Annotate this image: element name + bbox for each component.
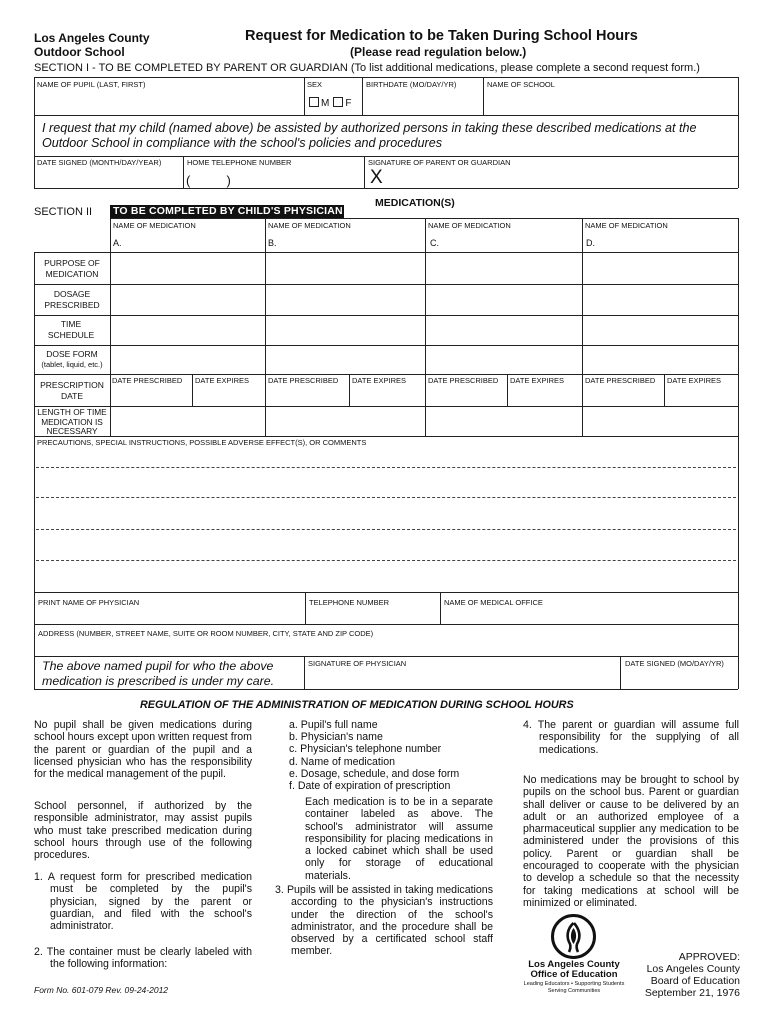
regulation-item4: 4. The parent or guardian will assume full responsibility for the supplying of all medications. xyxy=(523,719,739,756)
med-a-name-label: NAME OF MEDICATION xyxy=(113,221,196,230)
pupil-name-field[interactable] xyxy=(36,90,302,113)
med-b-date-expires: DATE EXPIRES xyxy=(352,376,407,385)
med-b-date-prescribed: DATE PRESCRIBED xyxy=(268,376,339,385)
sex-m-checkbox[interactable] xyxy=(309,97,319,107)
logo-tagline2: Serving Communities xyxy=(547,988,601,994)
logo-text-line1: Los Angeles County xyxy=(528,959,620,970)
regulation-item2: 2. The container must be clearly labeled with the following information: xyxy=(34,946,252,971)
section1-heading: SECTION I - TO BE COMPLETED BY PARENT OR GUARDIAN (To list additional medications, please complete a second request form.) xyxy=(34,62,700,74)
sex-m-label: M xyxy=(321,98,330,109)
regulation-item1: 1. A request form for prescribed medication must be completed by the pupil's physician, signed by the parent or guardian, and filed with the school's administrator. xyxy=(34,871,252,933)
parent-request-statement: I request that my child (named above) be assisted by authorized persons in taking these described medications at the Outdoor School in compliance with the school's policies and procedures xyxy=(42,121,697,150)
medical-office-label: NAME OF MEDICAL OFFICE xyxy=(444,598,543,607)
birthdate-field[interactable] xyxy=(364,90,481,113)
med-d-letter: D. xyxy=(586,238,595,248)
org-name-line2: Outdoor School xyxy=(34,45,125,59)
med-d-date-expires: DATE EXPIRES xyxy=(667,376,722,385)
list-item: d. Name of medication xyxy=(289,755,395,768)
parent-signature-label: SIGNATURE OF PARENT OR GUARDIAN xyxy=(368,158,511,167)
sex-label: SEX xyxy=(307,80,323,89)
list-item: c. Physician's telephone number xyxy=(289,743,442,756)
medications-heading: MEDICATION(S) xyxy=(375,197,455,209)
med-a-date-prescribed: DATE PRESCRIBED xyxy=(112,376,183,385)
list-item: b. Physician's name xyxy=(289,731,383,744)
regulation-heading: REGULATION OF THE ADMINISTRATION OF MEDICATION DURING SCHOOL HOURS xyxy=(140,699,574,711)
regulation-col2-p1: Each medication is to be in a separate container labeled as above. The school's administrator will assume responsibility for placing medications in a locked cabinet which shall be used only for storage of educational materials. xyxy=(305,796,493,882)
prescription-date-row-label: PRESCRIPTION DATE xyxy=(40,380,104,401)
physician-banner: TO BE COMPLETED BY CHILD'S PHYSICIAN xyxy=(110,205,344,218)
approved-by-line2: Board of Education xyxy=(650,975,740,987)
approved-by-line1: Los Angeles County xyxy=(646,963,740,975)
med-c-date-prescribed: DATE PRESCRIBED xyxy=(428,376,499,385)
pupil-name-label: NAME OF PUPIL (LAST, FIRST) xyxy=(37,80,146,89)
date-signed-label: DATE SIGNED (MONTH/DAY/YEAR) xyxy=(37,158,162,167)
sex-f-label: F xyxy=(345,98,352,109)
form-title: Request for Medication to be Taken During School Hours xyxy=(245,28,638,44)
parent-signature-field[interactable]: X xyxy=(370,167,383,188)
org-name-line1: Los Angeles County xyxy=(34,31,150,45)
regulation-item3: 3. Pupils will be assisted in taking medications according to the physician's instructions under the direction of the school's administrator, and the procedure shall be observed by a certificated school staff member. xyxy=(275,884,493,958)
school-name-field[interactable] xyxy=(485,90,736,113)
list-item: e. Dosage, schedule, and dose form xyxy=(289,767,460,780)
regulation-col1-p1: No pupil shall be given medications during school hours except upon written request from the parent or guardian of the pupil and a licensed physician who has the responsibility for the medical management of the pupil. xyxy=(34,719,252,781)
med-c-name-label: NAME OF MEDICATION xyxy=(428,221,511,230)
date-signed-field[interactable] xyxy=(36,168,181,186)
logo-text-line2: Office of Education xyxy=(530,969,618,980)
school-name-label: NAME OF SCHOOL xyxy=(487,80,555,89)
physician-phone-label: TELEPHONE NUMBER xyxy=(309,598,390,607)
lacoe-logo-icon xyxy=(551,914,596,959)
dose-form-row-label: DOSE FORM xyxy=(46,349,98,359)
med-a-letter: A. xyxy=(113,238,122,248)
precautions-field[interactable] xyxy=(36,448,736,590)
dosage-row-label: DOSAGE PRESCRIBED xyxy=(44,289,100,310)
address-label: ADDRESS (NUMBER, STREET NAME, SUITE OR ROOM NUMBER, CITY, STATE AND ZIP CODE) xyxy=(38,629,374,638)
sex-f-checkbox[interactable] xyxy=(333,97,343,107)
list-item: f. Date of expiration of prescription xyxy=(289,780,451,793)
form-number: Form No. 601-079 Rev. 09-24-2012 xyxy=(34,985,169,995)
home-phone-label: HOME TELEPHONE NUMBER xyxy=(187,158,292,167)
med-d-name-label: NAME OF MEDICATION xyxy=(585,221,668,230)
purpose-row-label: PURPOSE OF MEDICATION xyxy=(44,258,100,279)
med-b-letter: B. xyxy=(268,238,277,248)
physician-date-signed-label: DATE SIGNED (MO/DAY/YR) xyxy=(625,659,724,668)
med-c-date-expires: DATE EXPIRES xyxy=(510,376,565,385)
physician-signature-label: SIGNATURE OF PHYSICIAN xyxy=(308,659,407,668)
regulation-col3-p1: No medications may be brought to school by pupils on the school bus. Parent or guardian shall deliver or cause to be delivered by an adult or an authorized employee of a pharmaceutical supplier any medication to be administered under the provisions of this policy. Parent or guardian shall be encouraged to cooperate with the physician to develop a schedule so that the necessity for taking medications at school will be minimized or eliminated. xyxy=(523,774,739,909)
sex-options xyxy=(309,97,351,109)
approved-label: APPROVED: xyxy=(678,951,740,963)
form-subtitle: (Please read regulation below.) xyxy=(350,45,527,59)
list-item: a. Pupil's full name xyxy=(289,719,378,731)
time-row-label: TIME SCHEDULE xyxy=(47,319,95,340)
label-info-list xyxy=(289,719,509,792)
birthdate-label: BIRTHDATE (MO/DAY/YR) xyxy=(366,80,457,89)
length-row-label: LENGTH OF TIME MEDICATION IS NECESSARY xyxy=(37,407,107,436)
med-a-date-expires: DATE EXPIRES xyxy=(195,376,250,385)
regulation-col1-p2: School personnel, if authorized by the responsible administrator, may assist pupils who must take prescribed medication during school hours through use of the following procedures. xyxy=(34,800,252,862)
med-b-name-label: NAME OF MEDICATION xyxy=(268,221,351,230)
dose-form-hint: (tablet, liquid, etc.) xyxy=(41,360,103,369)
logo-tagline1: Leading Educators • Supporting Students xyxy=(523,981,625,987)
physician-statement: The above named pupil for who the above medication is prescribed is under my care. xyxy=(42,659,275,688)
med-c-letter: C. xyxy=(430,238,439,248)
section2-label: SECTION II xyxy=(34,206,93,218)
physician-name-label: PRINT NAME OF PHYSICIAN xyxy=(38,598,140,607)
home-phone-field[interactable]: ( ) xyxy=(186,173,231,188)
med-d-date-prescribed: DATE PRESCRIBED xyxy=(585,376,656,385)
approved-date: September 21, 1976 xyxy=(644,987,740,999)
precautions-label: PRECAUTIONS, SPECIAL INSTRUCTIONS, POSSIBLE ADVERSE EFFECT(S), OR COMMENTS xyxy=(37,438,367,447)
